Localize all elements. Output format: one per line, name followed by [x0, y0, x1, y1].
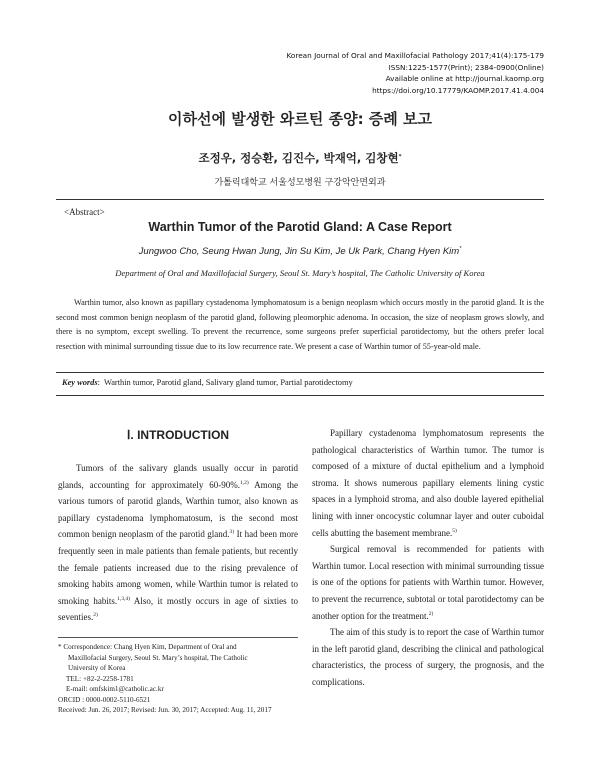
abstract-tag: <Abstract> — [64, 207, 105, 217]
aim-paragraph: The aim of this study is to report the case of Warthin tumor in the left parotid gland, describing the clinical and pathological characteristics, the process of surgery, the prognosis, and the complications. — [312, 627, 544, 687]
keywords — [62, 378, 353, 387]
journal-citation: Korean Journal of Oral and Maxillofacial Pathology 2017;41(4):175-179 — [286, 51, 544, 60]
citation: 1,2) — [240, 479, 249, 486]
keywords-top-rule — [56, 372, 544, 373]
journal-doi: https://doi.org/10.17779/KAOMP.2017.41.4.004 — [372, 85, 544, 95]
citation: 2) — [428, 610, 434, 617]
pathology-paragraph — [312, 425, 544, 541]
english-authors — [0, 246, 600, 257]
intro-paragraph — [58, 460, 298, 626]
journal-url: Available online at http://journal.kaomp.org — [385, 74, 544, 83]
surgery-text: Surgical removal is recommended for patients with Warthin tumor. Local resection with minimal surrounding tissue is one of the options for patients with Warthin tumor. However, to prevent the recurrence, subtotal or total parotidectomy can be another option for the treatment. — [312, 544, 544, 621]
surgery-paragraph — [312, 541, 544, 624]
intro-text-c: It had been more frequently seen in male patients than female patients, but recently the female patients increased due to the rising prevalence of smoking habits among women, while Warthin tumor is related to smoking habits. — [58, 529, 298, 606]
journal-header — [286, 50, 544, 96]
left-column — [58, 460, 298, 626]
abstract-text: Warthin tumor, also known as papillary cystadenoma lymphomatosum is a benign neoplasm which occurs mostly in the parotid gland. It is the second most common benign neoplasm of the parotid gland, following pleomorphic adenoma. In occasion, the size of neoplasm grows slowly, and there is no symptom, except swelling. To prevent the recurrence, some surgeons prefer superficial parotidectomy, but the others prefer local resection with minimal surrounding tissue due to its low recurrence rate. We present a case of Warthin tumor of 55-year-old male. — [56, 298, 544, 351]
top-rule — [56, 199, 544, 200]
footnote-correspondence: * Correspondence: Chang Hyen Kim, Department of Oral and — [58, 643, 237, 651]
citation: 2) — [93, 612, 98, 619]
citation: 3) — [229, 529, 235, 536]
footnote-dates: Received: Jun. 26, 2017; Revised: Jun. 30, 2017; Accepted: Aug. 11, 2017 — [58, 706, 272, 714]
keywords-label: Key words — [62, 378, 98, 387]
korean-authors-text: 조정우, 정승환, 김진수, 박재억, 김창현 — [198, 151, 399, 165]
corresponding-mark: * — [398, 154, 402, 160]
korean-title: 이하선에 발생한 와르틴 종양: 증례 보고 — [168, 110, 432, 128]
keywords-text: Warthin tumor, Parotid gland, Salivary gland tumor, Partial parotidectomy — [103, 378, 353, 387]
footnote-department: Maxillofacial Surgery, Seoul St. Mary’s hospital, The Catholic — [68, 653, 248, 662]
journal-issn: ISSN:1225-1577(Print); 2384-0900(Online) — [388, 62, 544, 72]
footnote-email: E-mail: omfskim1@catholic.ac.kr — [66, 685, 164, 693]
footnote — [58, 642, 298, 716]
footnote-rule — [58, 637, 298, 638]
footnote-university: University of Korea — [68, 664, 126, 672]
english-title: Warthin Tumor of the Parotid Gland: A Case Report — [148, 220, 452, 234]
korean-affiliation: 가톨릭대학교 서울성모병원 구강악안면외과 — [214, 178, 386, 188]
section-heading-introduction: Ⅰ. INTRODUCTION — [126, 428, 230, 442]
keywords-bottom-rule — [56, 395, 544, 396]
footnote-tel: TEL: +82-2-2258-1781 — [66, 674, 134, 683]
citation: 5) — [452, 527, 457, 534]
footnote-orcid: ORCID : 0000-0002-5110-6521 — [58, 695, 151, 704]
intro-text-b: Among the various tumors of parotid glands, Warthin tumor, also known as papillary cystadenoma lymphomatosum, is the second most common benign neoplasm of the parotid gland. — [58, 479, 298, 540]
english-affiliation: Department of Oral and Maxillofacial Surgery, Seoul St. Mary’s hospital, The Catholic University of Korea — [115, 268, 485, 278]
english-corresponding-mark: * — [459, 246, 462, 252]
english-authors-text: Jungwoo Cho, Seung Hwan Jung, Jin Su Kim, Je Uk Park, Chang Hyen Kim — [138, 246, 460, 257]
intro-text-a: Tumors of the salivary glands usually occur in parotid glands, accounting for approximately 60-90%. — [58, 463, 298, 490]
right-column — [312, 425, 544, 691]
intro-text-d: Also, it mostly occurs in age of sixties to seventies. — [58, 595, 298, 623]
pathology-text: Papillary cystadenoma lymphomatosum represents the pathological characteristics of Warthin tumor. The tumor is composed of a mixture of ductal epithelium and a lymphoid stroma. It shows numerous papillary elements lining cystic spaces in a lymphoid stroma, and also double layered epithelial lining with inner oncocystic columnar layer and outer cuboidal cells abutting the basement membrane. — [312, 428, 544, 538]
keywords-sep: : — [97, 378, 100, 387]
korean-authors — [0, 150, 600, 166]
citation: 1,3,4) — [117, 595, 130, 602]
